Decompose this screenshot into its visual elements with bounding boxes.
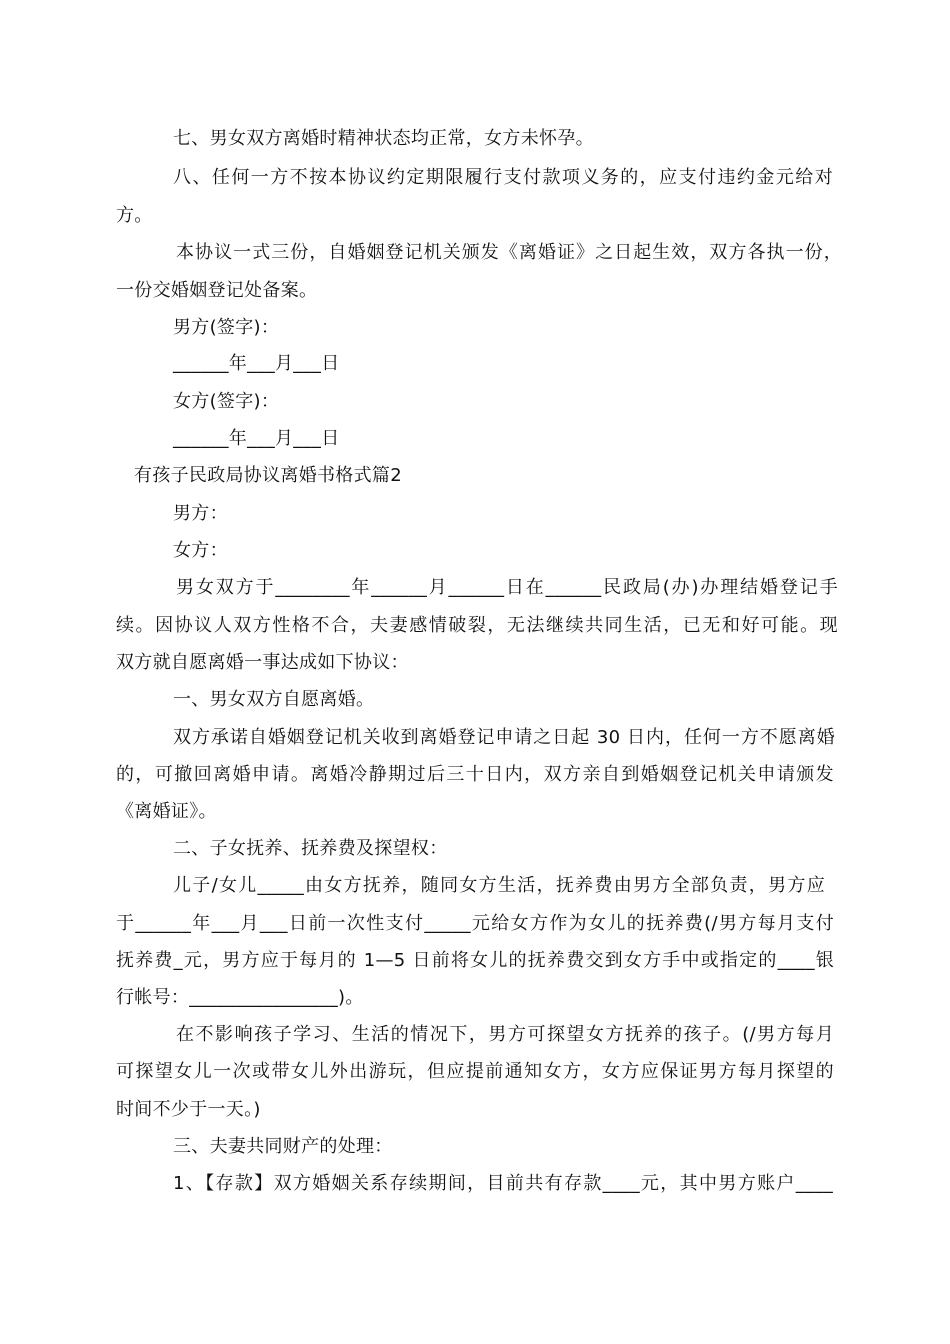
clause-1-line-1: 双方承诺自婚姻登记机关收到离婚登记申请之日起 30 日内，任何一方不愿离婚	[173, 727, 835, 748]
clause-8-line-1: 八、任何一方不按本协议约定期限履行支付款项义务的，应支付违约金元给对	[173, 167, 833, 188]
clause-8-line-2: 方。	[116, 205, 153, 226]
clause-3-item-1: 1、【存款】双方婚姻关系存续期间，目前共有存款____元，其中男方账户____	[173, 1173, 833, 1194]
clause-1-line-2: 的，可撤回离婚申请。离婚冷静期过后三十日内，双方亲自到婚姻登记机关申请颁发	[116, 764, 834, 785]
section-heading: 有孩子民政局协议离婚书格式篇2	[134, 465, 402, 486]
female-signature-date: ______年___月___日	[173, 428, 340, 449]
intro-line-1: 男女双方于________年______月______日在______民政局(办)办理结婚登记手	[176, 577, 838, 598]
female-signature-label: 女方(签字)：	[173, 391, 280, 412]
clause-2-line-4: 行帐号：________________)。	[116, 987, 364, 1008]
male-party-label: 男方：	[173, 503, 228, 524]
female-party-label: 女方：	[173, 540, 228, 561]
clause-3-heading: 三、夫妻共同财产的处理：	[173, 1136, 393, 1157]
visitation-line-3: 时间不少于一天。)	[116, 1099, 261, 1120]
intro-line-2: 续。因协议人双方性格不合，夫妻感情破裂，无法继续共同生活，已无和好可能。现	[116, 615, 838, 636]
clause-2-line-3: 抚养费_元，男方应于每月的 1—5 日前将女儿的抚养费交到女方手中或指定的____银	[116, 950, 834, 971]
clause-2-heading: 二、子女抚养、抚养费及探望权：	[173, 838, 448, 859]
male-signature-label: 男方(签字)：	[173, 317, 280, 338]
intro-line-3: 双方就自愿离婚一事达成如下协议：	[116, 652, 409, 673]
clause-7: 七、男女双方离婚时精神状态均正常，女方未怀孕。	[173, 128, 594, 149]
male-signature-date: ______年___月___日	[173, 353, 340, 374]
clause-2-line-1: 儿子/女儿_____由女方抚养，随同女方生活，抚养费由男方全部负责，男方应	[173, 875, 825, 896]
effect-clause-line-1: 本协议一式三份，自婚姻登记机关颁发《离婚证》之日起生效，双方各执一份，	[176, 242, 842, 263]
clause-1-heading: 一、男女双方自愿离婚。	[173, 689, 375, 710]
visitation-line-1: 在不影响孩子学习、生活的情况下，男方可探望女方抚养的孩子。(/男方每月	[176, 1024, 834, 1045]
effect-clause-line-2: 一份交婚姻登记处备案。	[116, 280, 318, 301]
clause-2-line-2: 于______年___月___日前一次性支付_____元给女方作为女儿的抚养费(/男方每月支付	[116, 913, 834, 934]
visitation-line-2: 可探望女儿一次或带女儿外出游玩，但应提前通知女方，女方应保证男方每月探望的	[116, 1061, 834, 1082]
clause-1-line-3: 《离婚证》。	[116, 801, 217, 822]
